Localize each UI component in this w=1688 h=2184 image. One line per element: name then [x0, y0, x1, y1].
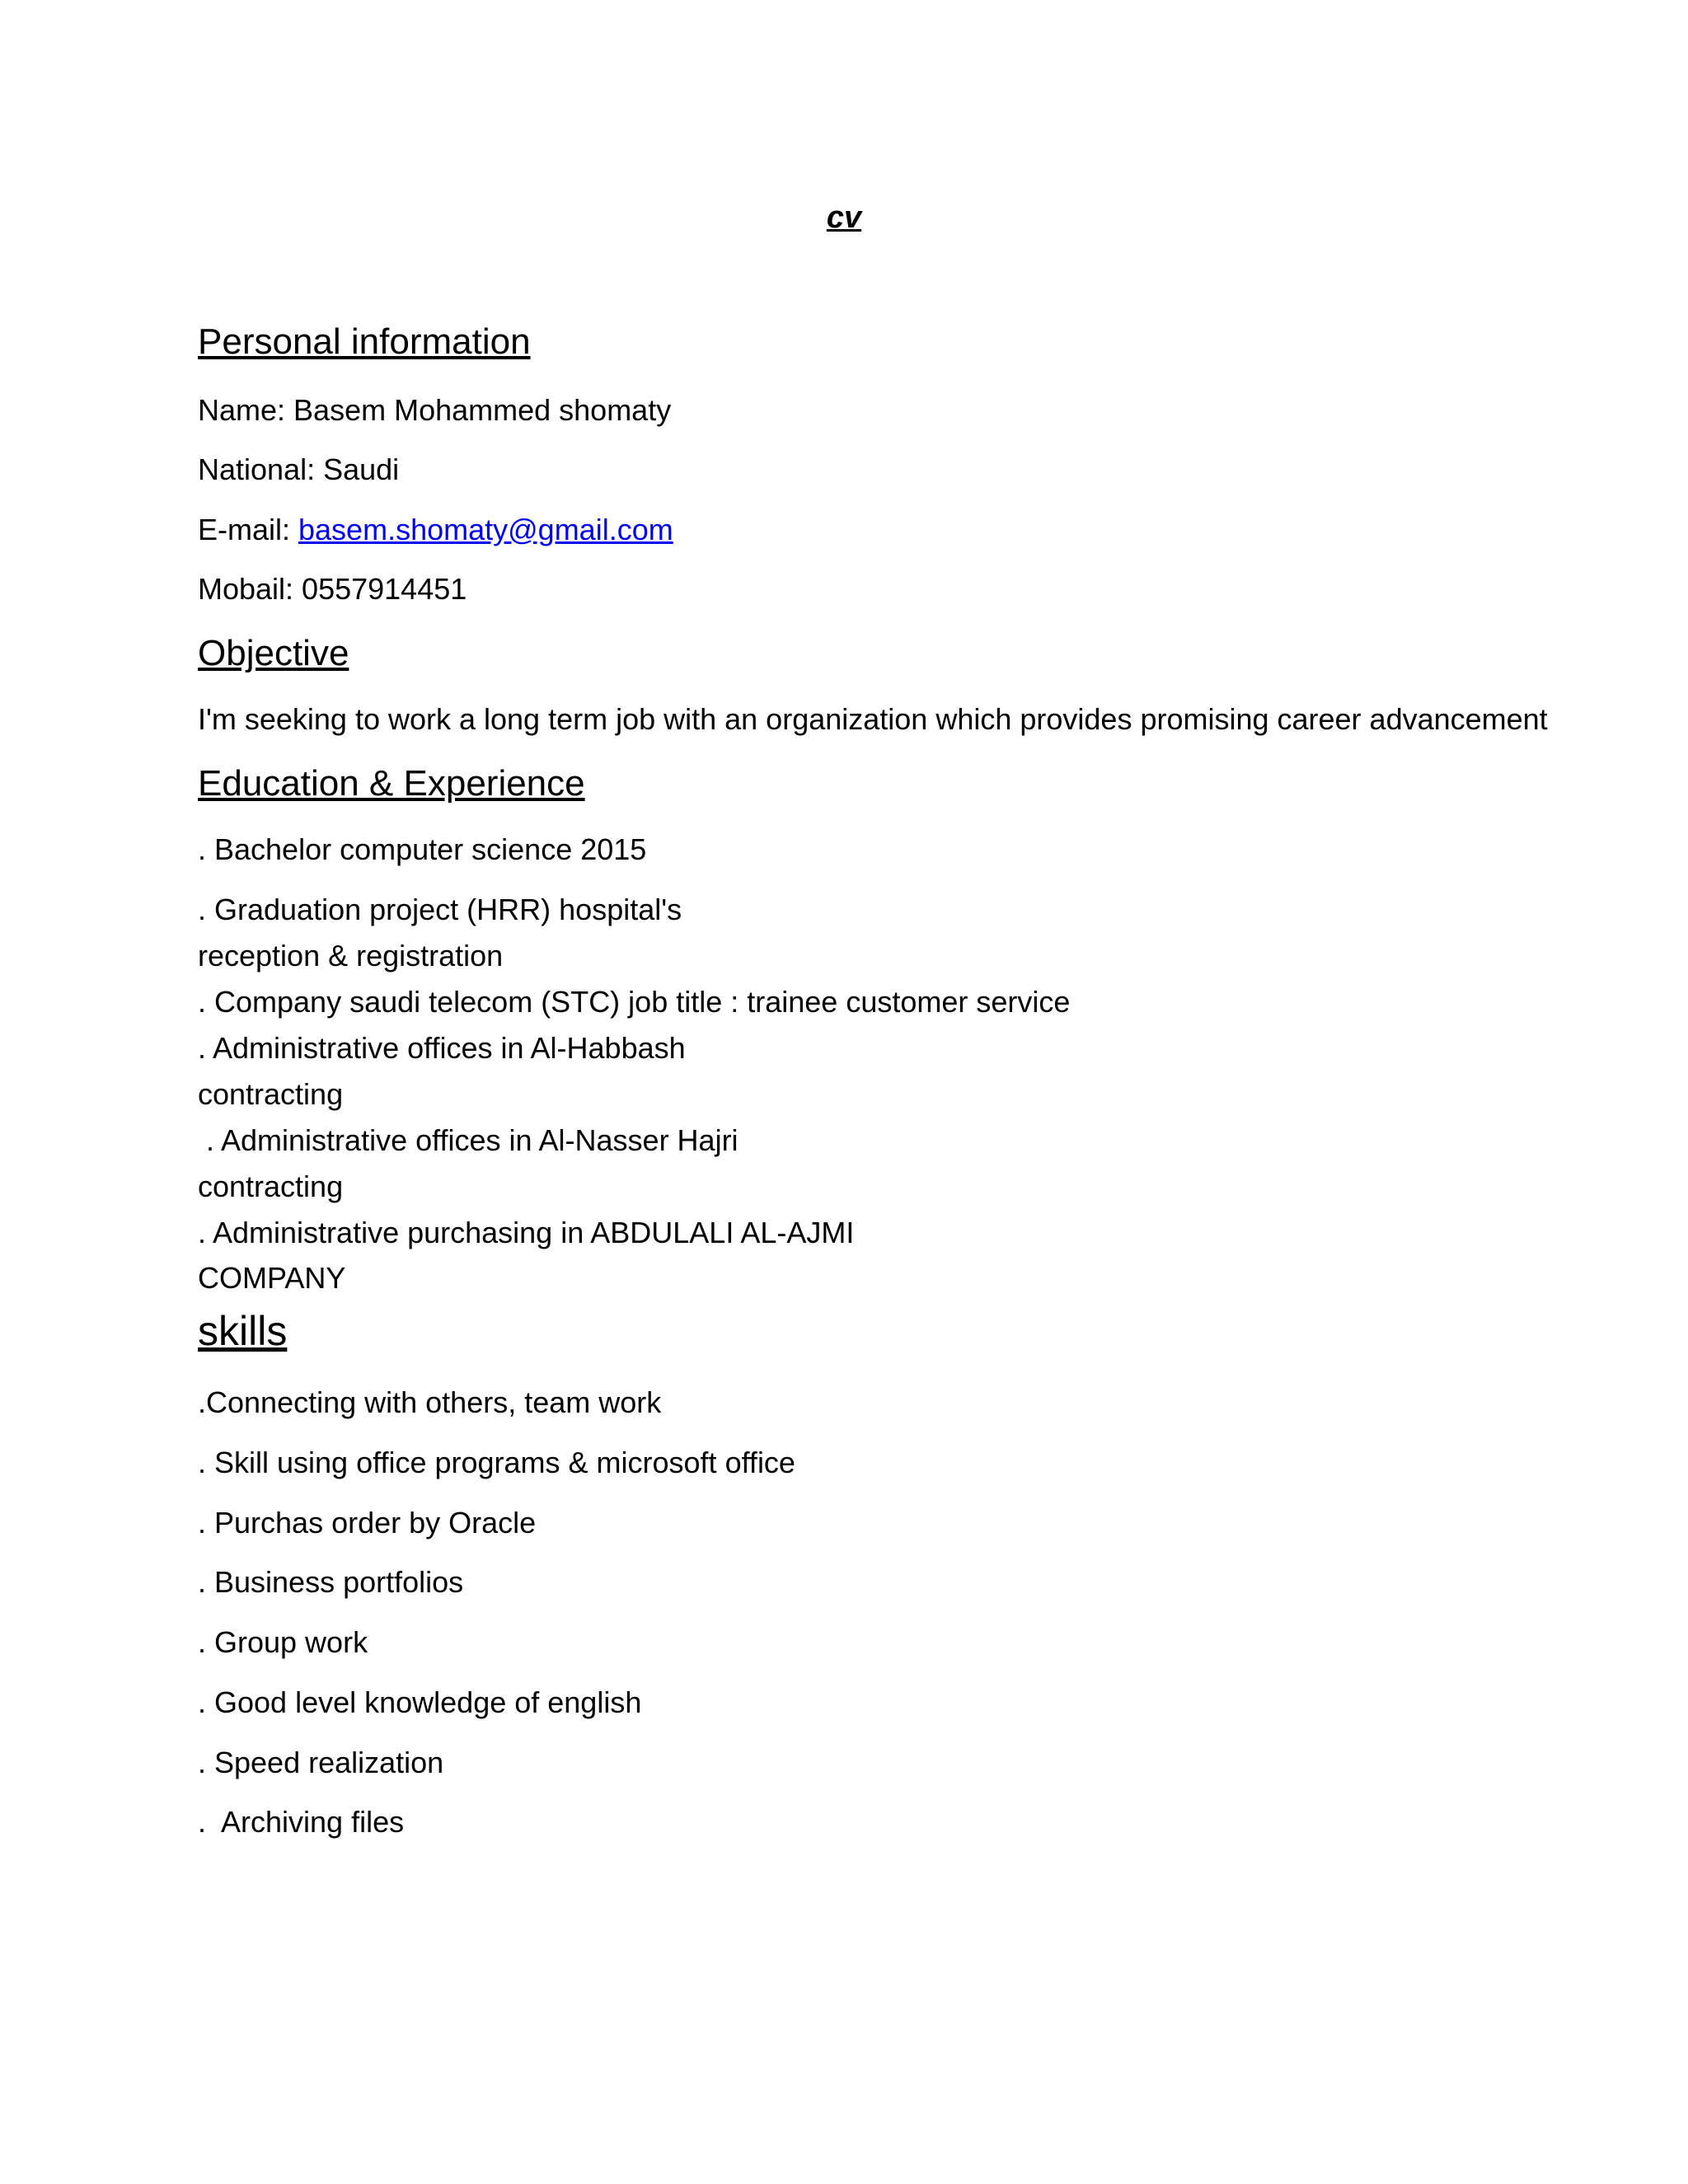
education-line: . Administrative offices in Al-Habbash [198, 1031, 686, 1065]
personal-national: National: Saudi [198, 452, 400, 486]
education-line: . Company saudi telecom (STC) job title : trainee customer service [198, 985, 1071, 1019]
objective-text: I'm seeking to work a long term job with an organization which provides promising career advancement [198, 702, 1548, 736]
objective-heading: Objective [198, 633, 349, 673]
skill-item: . Group work [198, 1625, 368, 1659]
email-link[interactable]: basem.shomaty@gmail.com [298, 513, 673, 546]
skills-heading: skills [198, 1308, 288, 1354]
skill-item: . Skill using office programs & microsoft office [198, 1446, 795, 1479]
skill-item: . Archiving files [198, 1805, 405, 1839]
skill-item: . Speed realization [198, 1746, 444, 1779]
education-line: . Administrative offices in Al-Nasser Hajri [198, 1123, 738, 1157]
education-line: contracting [198, 1077, 344, 1111]
skill-item: . Business portfolios [198, 1565, 464, 1599]
education-line: . Administrative purchasing in ABDULALI AL-AJMI [198, 1216, 855, 1249]
education-line: . Bachelor computer science 2015 [198, 832, 647, 866]
education-line: COMPANY [198, 1261, 346, 1295]
education-line: contracting [198, 1169, 344, 1203]
education-line: . Graduation project (HRR) hospital's [198, 893, 682, 926]
document-title: cv [826, 200, 862, 235]
skill-item: . Purchas order by Oracle [198, 1506, 537, 1540]
skill-item: . Good level knowledge of english [198, 1685, 642, 1719]
personal-mobile: Mobail: 0557914451 [198, 572, 467, 606]
personal-name: Name: Basem Mohammed shomaty [198, 393, 672, 427]
personal-information-heading: Personal information [198, 321, 531, 362]
education-experience-heading: Education & Experience [198, 763, 585, 804]
education-line: reception & registration [198, 939, 504, 972]
skill-item: .Connecting with others, team work [198, 1385, 662, 1419]
personal-email [198, 515, 673, 545]
email-label: E-mail: [198, 513, 299, 546]
